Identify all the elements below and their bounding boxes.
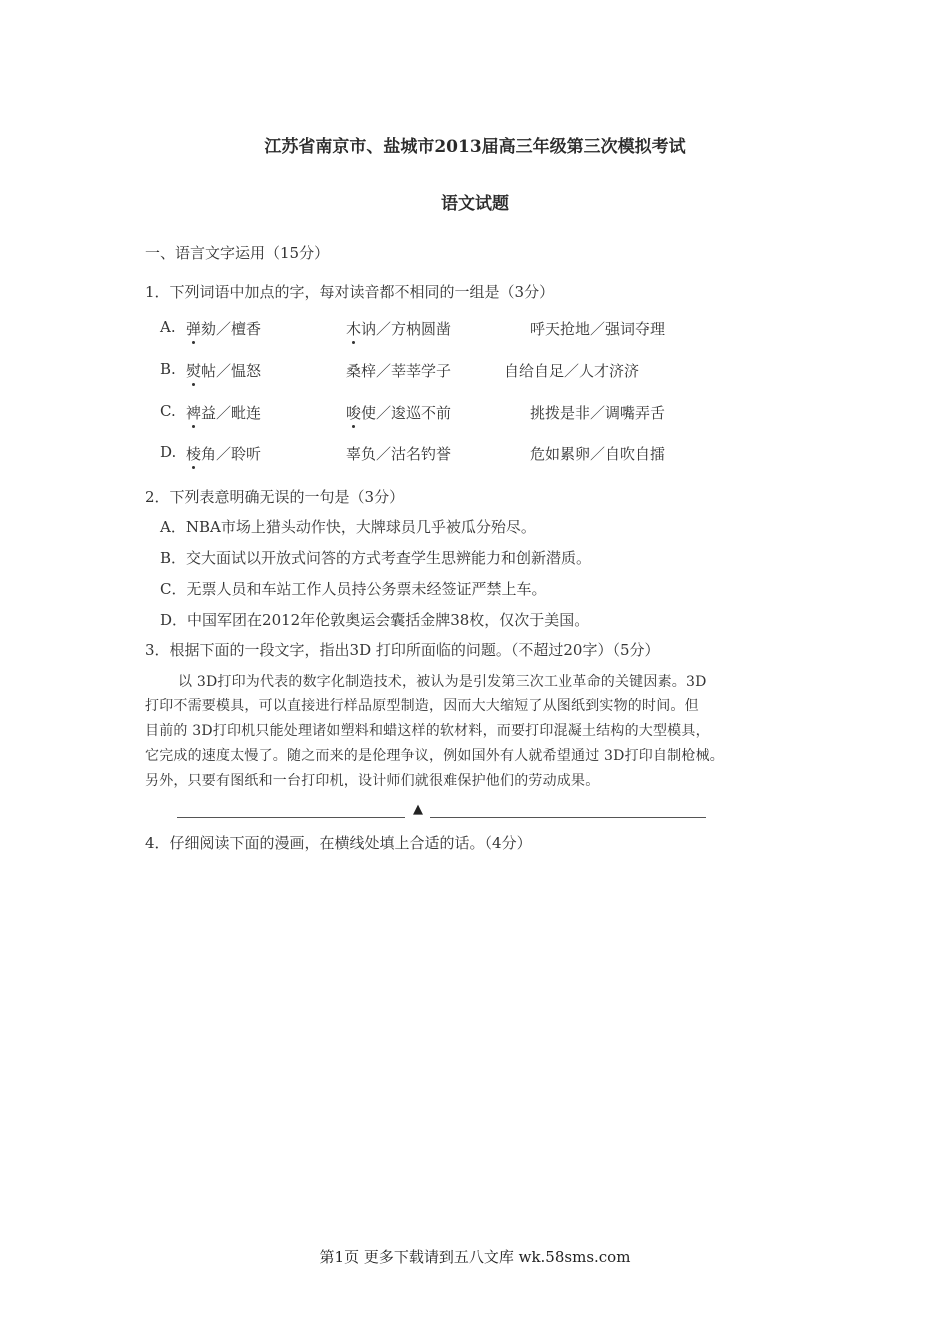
answer-line-right [430, 817, 706, 818]
dotted-char: 木 [346, 320, 362, 338]
option-word-3: 自给自足／人才济济 [504, 362, 640, 380]
word-text: 讷／方枘圆凿 [361, 320, 452, 338]
dotted-char: 弹 [186, 320, 202, 338]
exam-title: 江苏省南京市、盐城市2013届高三年级第三次模拟考试 [264, 137, 686, 157]
option-word-1 [186, 360, 261, 381]
option-word-3: 挑拨是非／调嘴弄舌 [530, 404, 666, 422]
page-footer: 第1页 更多下载请到五八文库 wk.58sms.com [319, 1248, 631, 1266]
dotted-char: 唆 [346, 404, 362, 422]
word-text: 劾／檀香 [201, 320, 262, 338]
question-3-stem: 3．根据下面的一段文字，指出3D 打印所面临的问题。（不超过20字）（5分） [145, 641, 660, 659]
option-word-3: 危如累卵／自吹自擂 [530, 445, 666, 463]
option-word-2 [346, 443, 451, 464]
option-label: B. [160, 360, 176, 378]
question-2-stem: 2．下列表意明确无误的一句是（3分） [145, 488, 405, 506]
dotted-char: 棱 [186, 445, 202, 463]
passage-line: 目前的 3D打印机只能处理诸如塑料和蜡这样的软材料，而要打印混凝土结构的大型模具， [145, 723, 710, 739]
answer-line-left [177, 817, 405, 818]
word-text: 角／聆听 [201, 445, 262, 463]
dotted-char: 熨 [186, 362, 202, 380]
option-word-2 [346, 402, 451, 423]
word-text: 梓／莘莘学子 [361, 362, 452, 380]
option-label: C. [160, 402, 176, 420]
dotted-char: 裨 [186, 404, 202, 422]
passage-line: 另外，只要有图纸和一台打印机，设计师们就很难保护他们的劳动成果。 [145, 773, 600, 789]
option-label: D. [160, 443, 177, 461]
option-word-2 [346, 318, 451, 339]
exam-subtitle: 语文试题 [441, 194, 509, 214]
option-word-3: 呼天抢地／强词夺理 [530, 320, 666, 338]
word-text: 负／沽名钓誉 [361, 445, 452, 463]
question-1-stem: 1．下列词语中加点的字，每对读音都不相同的一组是（3分） [145, 283, 555, 301]
question-2-option-a: A．NBA市场上猎头动作快，大牌球员几乎被瓜分殆尽。 [160, 518, 536, 536]
passage-line: 打印不需要模具，可以直接进行样品原型制造，因而大大缩短了从图纸到实物的时间。但 [145, 698, 699, 714]
word-text: 益／毗连 [201, 404, 262, 422]
question-4-stem: 4．仔细阅读下面的漫画，在横线处填上合适的话。（4分） [145, 834, 532, 852]
option-word-1 [186, 443, 261, 464]
word-text: 使／逡巡不前 [361, 404, 452, 422]
option-label: A. [160, 318, 176, 336]
option-word-2 [346, 360, 451, 381]
question-2-option-c: C．无票人员和车站工作人员持公务票未经签证严禁上车。 [160, 580, 547, 598]
question-2-option-d: D．中国军团在2012年伦敦奥运会囊括金牌38枚，仅次于美国。 [160, 611, 590, 629]
option-word-1 [186, 402, 261, 423]
option-word-1 [186, 318, 261, 339]
question-2-option-b: B．交大面试以开放式问答的方式考查学生思辨能力和创新潜质。 [160, 549, 592, 567]
passage-line: 它完成的速度太慢了。随之而来的是伦理争议，例如国外有人就希望通过 3D打印自制枪械。 [145, 748, 724, 764]
section-heading: 一、语言文字运用（15分） [145, 244, 330, 262]
word-text: 辜 [346, 445, 362, 463]
word-text: 帖／愠怒 [201, 362, 262, 380]
word-text: 桑 [346, 362, 362, 380]
passage-line: 以 3D打印为代表的数字化制造技术，被认为是引发第三次工业革命的关键因素。3D [178, 674, 707, 690]
answer-marker: ▲ [413, 802, 423, 817]
